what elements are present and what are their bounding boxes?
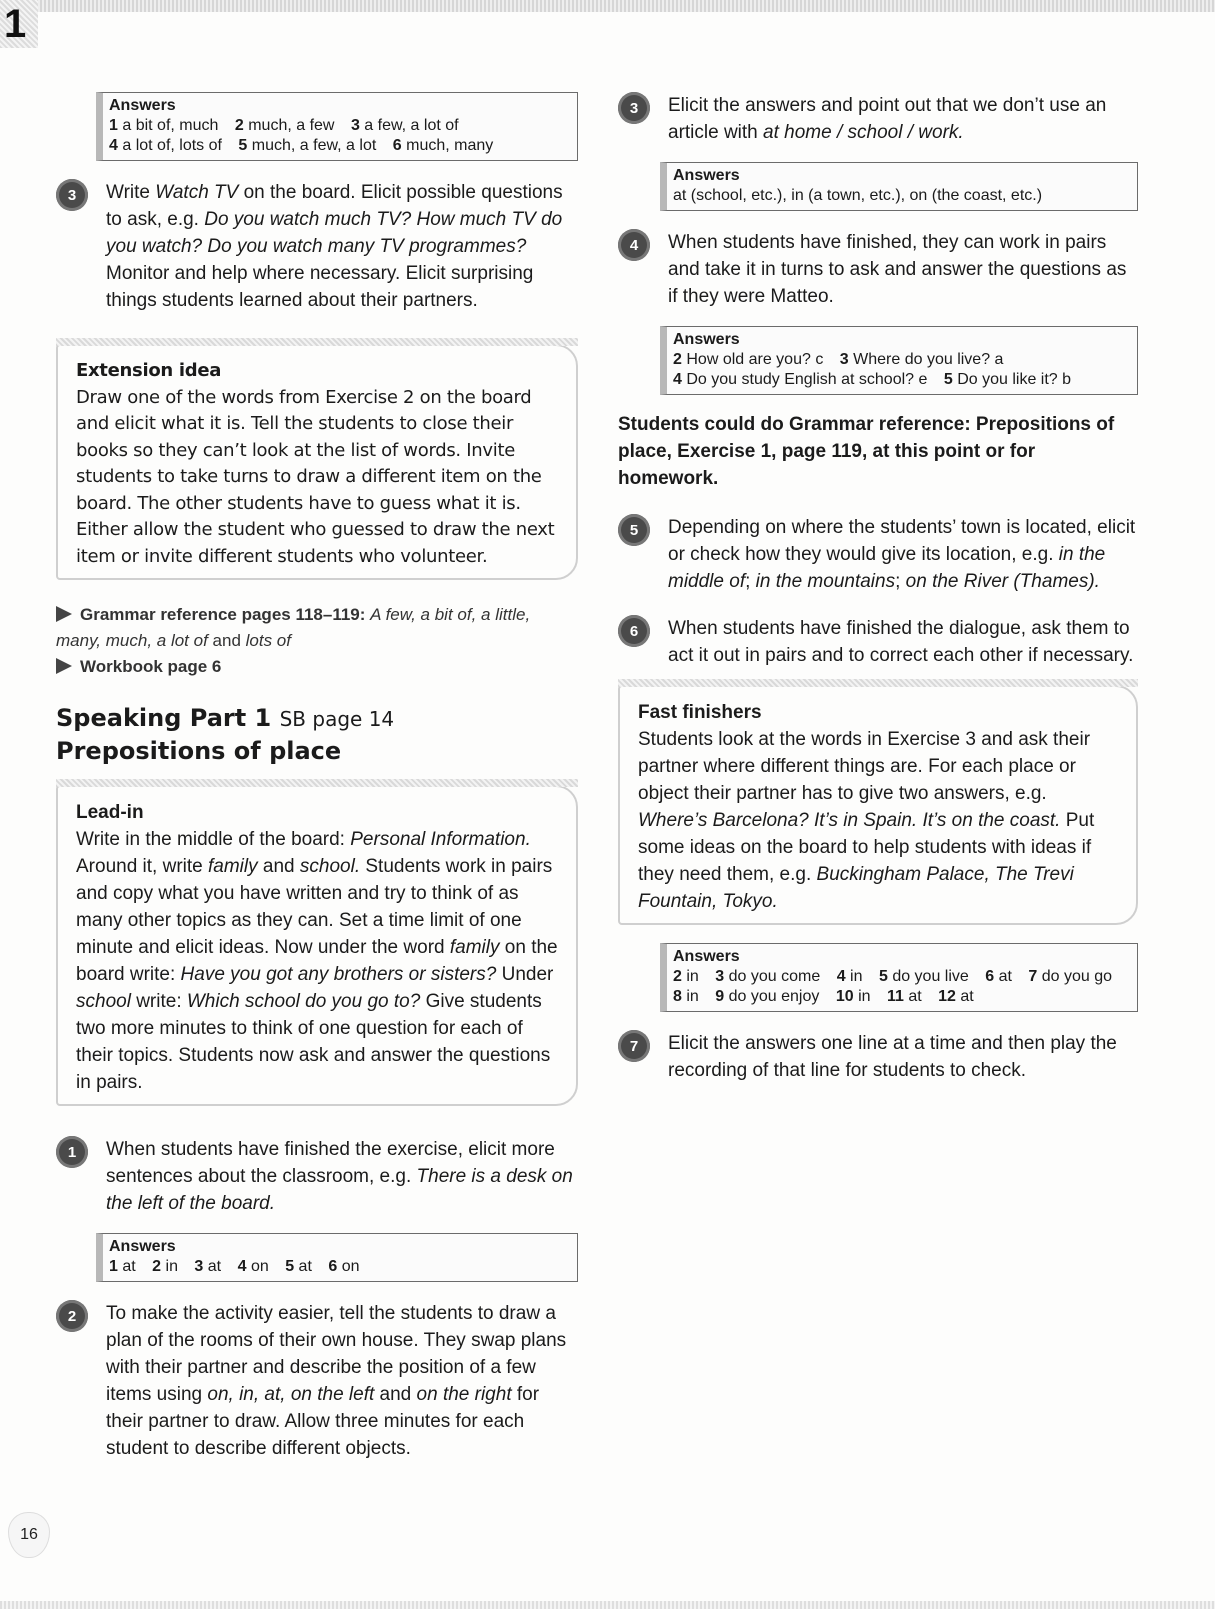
arrow-icon [56,606,72,622]
answers-box [660,326,1138,395]
answers-line: 1 a bit of, much 2 much, a few 3 a few, a lot of [109,117,459,134]
answers-heading: Answers [109,97,176,114]
exercise-number-badge: 4 [618,229,650,261]
arrow-icon [56,658,72,674]
exercise-3-note: 3 Elicit the answers and point out that we don’t use an article with at home / school / work. [618,92,1138,146]
exercise-number-badge: 2 [56,1300,88,1332]
top-border-strip [0,0,1215,12]
exercise-1-note: 1 When students have finished the exercise, elicit more sentences about the classroom, e.g. There is a desk on the left of the board. [56,1136,578,1217]
exercise-number-badge: 3 [618,92,650,124]
exercise-number-badge: 7 [618,1030,650,1062]
exercise-number-badge: 6 [618,615,650,647]
lead-in-title: Lead-in [76,802,144,823]
extension-idea-title: Extension idea [76,360,222,381]
right-column [618,92,1138,1084]
answers-line: 8 in 9 do you enjoy 10 in 11 at 12 at [673,988,974,1005]
bottom-border-strip [0,1601,1215,1609]
answers-heading: Answers [673,948,740,965]
unit-number: 1 [4,2,27,46]
fast-finishers-box: Fast finishers Students look at the words in Exercise 3 and ask their partner where different things are. For each place or object their partner has to give two answers, e.g. Where’s Barcelona? It’s in Spain. It’s on the coast. Put some ideas on the board to help students with ideas if they need them, e.g. Buckingham Palace, The Trevi Fountain, Tokyo. [618,685,1138,925]
exercise-2-note: 2 To make the activity easier, tell the students to draw a plan of the rooms of their own house. They swap plans with their partner and describe the position of a few items using on, in, at, on the left and on the right for their partner to draw. Allow three minutes for each student to describe different objects. [56,1300,578,1462]
lead-in-box: Lead-in Write in the middle of the board: Personal Information. Around it, write family and school. Students work in pairs and copy what you have written and try to think of as many other topics as they can. Set a time limit of one minute and elicit ideas. Now under the word family on the board write: Have you got any brothers or sisters? Under school write: Which school do you go to? Give students two more minutes to think of one question for each of their topics. Students now ask and answer the questions in pairs. [56,785,578,1106]
exercise-7-note: 7 Elicit the answers one line at a time and then play the recording of that line for students to check. [618,1030,1138,1084]
exercise-3-note: 3 Write Watch TV on the board. Elicit possible questions to ask, e.g. Do you watch much TV? How much TV do you watch? Do you watch many TV programmes? Monitor and help where necessary. Elicit surprising things students learned about their partners. [56,179,578,314]
fast-finishers-title: Fast finishers [638,702,762,723]
extension-idea-box [56,344,578,580]
answers-line: 2 How old are you? c 3 Where do you live? a [673,351,1004,368]
grammar-reference-link: Grammar reference pages 118–119: A few, a bit of, a little, many, much, a lot of and lots of [56,605,531,650]
page-number: 16 [8,1512,50,1558]
answers-box [660,162,1138,211]
exercise-6-note: 6 When students have finished the dialogue, ask them to act it out in pairs and to correct each other if necessary. [618,615,1138,669]
section-page-ref: SB page 14 [279,707,395,731]
answers-heading: Answers [673,331,740,348]
exercise-5-note: 5 Depending on where the students’ town is located, elicit or check how they would give its location, e.g. in the middle of; in the mountains; on the River (Thames). [618,514,1138,595]
grammar-reference-note: Students could do Grammar reference: Prepositions of place, Exercise 1, page 119, at this point or for homework. [618,414,1115,489]
answers-line: 4 Do you study English at school? e 5 Do you like it? b [673,371,1072,388]
answers-box [96,92,578,161]
left-column [56,92,578,1462]
exercise-number-badge: 5 [618,514,650,546]
section-subtitle: Prepositions of place [56,737,342,765]
answers-box [96,1233,578,1282]
answers-heading: Answers [673,167,740,184]
answers-line: 2 in 3 do you come 4 in 5 do you live 6 at 7 do you go [673,968,1113,985]
exercise-number-badge: 3 [56,179,88,211]
unit-tab [0,0,38,48]
exercise-4-note: 4 When students have finished, they can work in pairs and take it in turns to ask and answer the questions as if they were Matteo. [618,229,1138,310]
answers-heading: Answers [109,1238,176,1255]
answers-line: 1 at 2 in 3 at 4 on 5 at 6 on [109,1258,360,1275]
answers-box [660,943,1138,1012]
answers-line: at (school, etc.), in (a town, etc.), on (the coast, etc.) [673,187,1043,204]
exercise-number-badge: 1 [56,1136,88,1168]
section-title: Speaking Part 1 SB page 14 [56,704,395,732]
workbook-reference-link: Workbook page 6 [56,654,578,680]
answers-line: 4 a lot of, lots of 5 much, a few, a lot 6 much, many [109,137,494,154]
extension-idea-body: Draw one of the words from Exercise 2 on the board and elicit what it is. Tell the students to close their books so they can’t look at the list of words. Invite students to take turns to draw a different item on the board. The other students have to guess what it is. Either allow the student who guessed to draw the next item or invite different students who volunteer. [76,386,555,567]
